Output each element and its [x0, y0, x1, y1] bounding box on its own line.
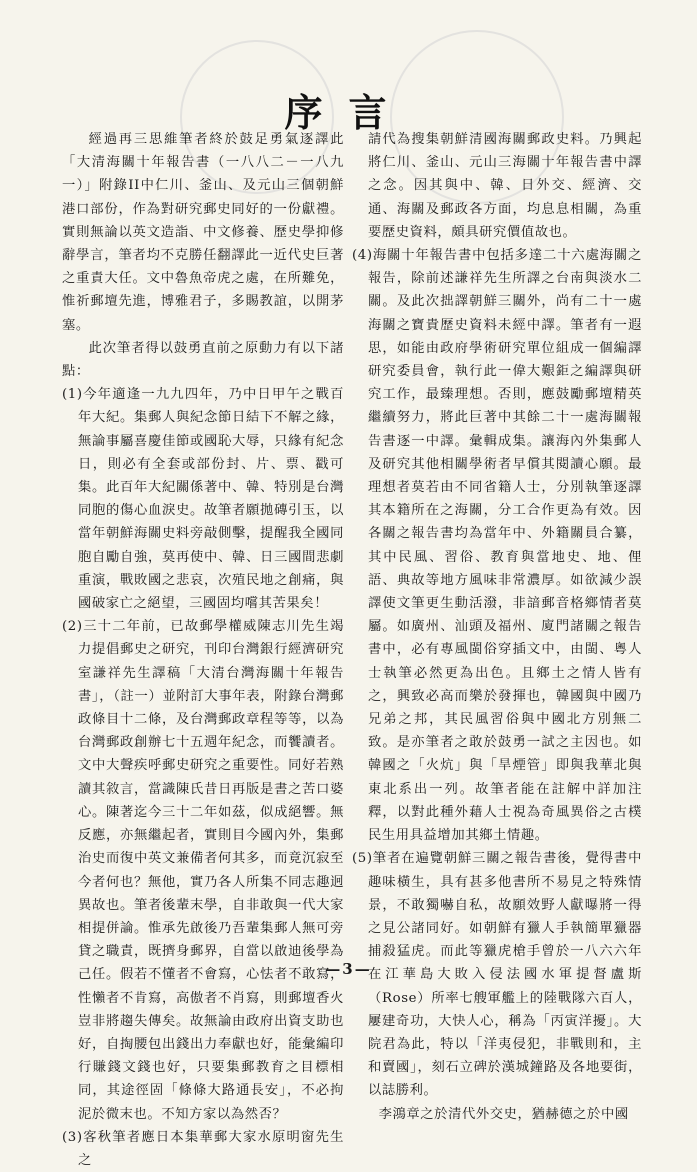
- list-item: [62, 383, 344, 615]
- item-number: (3): [62, 1129, 83, 1145]
- item-text: 三十二年前，已故郵學權威陳志川先生竭力提倡郵史之研究，刊印台灣銀行經濟研究室謙祥先生譯稿「大清台灣海關十年報告書」，（註一）並附訂大事年表，附錄台灣郵政條目十二條，及台灣郵政章程等等，以為台灣郵政創辦七十五週年紀念，而饗讀者。文中大聲疾呼郵史研究之重要性。同好若熟讀其敘言，當識陳氏昔日再版是書之苦口婆心。陳著迄今三十二年如茲，似成絕響。無反應，亦無繼起者，實則目今國內外，集郵治史而復中英文兼備者何其多，而竟沉寂至今者何也？無他，實乃各人所集不同志趣迥異故也。筆者後輩末學，自非敢與一代大家相提併論。惟承先啟後乃吾輩集郵人無可旁貸之職責，既擠身郵界，自當以啟迪後學為己任。假若不懂者不會寫，心怯者不敢寫，性懶者不肯寫，高傲者不肖寫，則郵壇香火豈非將趨失傳矣。故無論由政府出資支助也好，自掏腰包出錢出力奉獻也好，能彙編印行賺錢文錢也好，只要集郵教育之目標相同，其途徑固「條條大路通長安」，不必拘泥於微末也。不知方家以為然否？: [77, 619, 344, 1122]
- list-item: [62, 1126, 344, 1172]
- item-number: (4): [352, 248, 373, 264]
- item-text: 今年適逢一九九四年，乃中日甲午之戰百年大紀。集郵人與紀念節日結下不解之緣，無論事屬喜慶佳節或國恥大辱，只緣有紀念日，則必有全套或部份封、片、票、戳可集。此百年大紀關係著中、韓、特別是台灣同胞的傷心血淚史。故筆者願拋磚引玉，以當年朝鮮海關史料旁敲側擊，提醒我全國同胞自勵自強，莫再使中、韓、日三國間悲劇重演，戰敗國之悲哀，次殖民地之創痛，與國破家亡之絕望，三國固均嚐其苦果矣！: [77, 387, 344, 612]
- closing-paragraph: 李鴻章之於清代外交史，猶赫德之於中國: [378, 1106, 629, 1122]
- page-title: 序言: [284, 90, 413, 135]
- continuation-paragraph: 請代為搜集朝鮮清國海關郵政史料。乃興起將仁川、釜山、元山三海關十年報告書中譯之念。因其與中、韓、日外交、經濟、交通、海關及郵政各方面，均息息相關，為重要歷史資料，頗具研究價值故也。: [367, 132, 642, 240]
- page-number: —3—: [325, 960, 372, 978]
- list-item: [62, 615, 344, 1125]
- item-text: 筆者在遍覽朝鮮三關之報告書後，覺得書中趣味橫生，具有甚多他書所不易見之特殊情景，不敢獨嚇自私，故願效野人獻曝將一得之見公諸同好。如朝鮮有獵人手執簡單獵器捕殺猛虎。而此等獵虎槍手曾於一八六六年在江華島大敗入侵法國水軍提督盧斯（Rose）所率七艘軍艦上的陸戰隊六百人，屢建奇功，大快人心，稱為「丙寅洋擾」。大院君為此，特以「洋夷侵犯，非戰則和，主和賣國」，刻石立碑於漢城鐘路及各地要街，以誌勝利。: [367, 851, 642, 1099]
- item-text: 海關十年報告書中包括多達二十六處海關之報告，除前述謙祥先生所譯之台南與淡水二關。及此次拙譯朝鮮三關外，尚有二十一處海關之寶貴歷史資料未經中譯。筆者有一遐思，如能由政府學術研究單位組成一個編譯研究委員會，執行此一偉大艱鉅之編譯與研究工作，最臻理想。否則，應鼓勵郵壇精英繼續努力，將此巨著中其餘二十一處海關報告書逐一中譯。彙輯成集。讓海內外集郵人及研究其他相關學術者早償其閱讀心願。最理想者莫若由不同省籍人士，分別執筆逐譯其本籍所在之海關，分工合作更為有效。因各關之報告書均為當年中、外籍關員合纂，其中民風、習俗、教育與當地史、地、俚語、典故等地方風味非常濃厚。如欲減少誤譯使文筆更生動活潑，非諳郵音格鄉情者莫屬。如廣州、汕頭及福州、廈門諸關之報告書中，必有專風閩俗穿插文中，由閩、粵人士執筆必然更為出色。且鄉土之情人皆有之，興致必高而樂於發揮也，韓國與中國乃兄弟之邦，其民風習俗與中國北方別無二致。是亦筆者之敢於鼓勇一試之主因也。如韓國之「火炕」與「旱煙管」即與我華北與東北系出一列。故筆者能在註解中詳加注釋，以對此種外藉人士視為奇風異俗之古樸民生用具益增加其鄉土情趣。: [367, 248, 642, 844]
- item-number: (5): [352, 851, 373, 867]
- list-item: [352, 244, 642, 847]
- item-number: (2): [62, 619, 83, 635]
- item-number: (1): [62, 387, 83, 403]
- intro-paragraph: 此次筆者得以鼓勇直前之原動力有以下諸點：: [62, 340, 344, 380]
- intro-paragraph: 經過再三思維筆者終於鼓足勇氣逐譯此「大清海關十年報告書（一八八二－一八九一）」附錄II中仁川、釜山、及元山三個朝鮮港口部份，作為對研究郵史同好的一份獻禮。實則無論以英文造詣、中文修養、歷史學抑修辭學言，筆者均不克勝任翻譯此一近代史巨著之重責大任。文中魯魚帝虎之處，在所難免，惟祈郵壇先進，博雅君子，多賜教誼，以開茅塞。: [62, 132, 344, 333]
- left-column: [62, 128, 344, 1172]
- item-text: 客秋筆者應日本集華郵大家水原明窗先生之: [77, 1129, 344, 1168]
